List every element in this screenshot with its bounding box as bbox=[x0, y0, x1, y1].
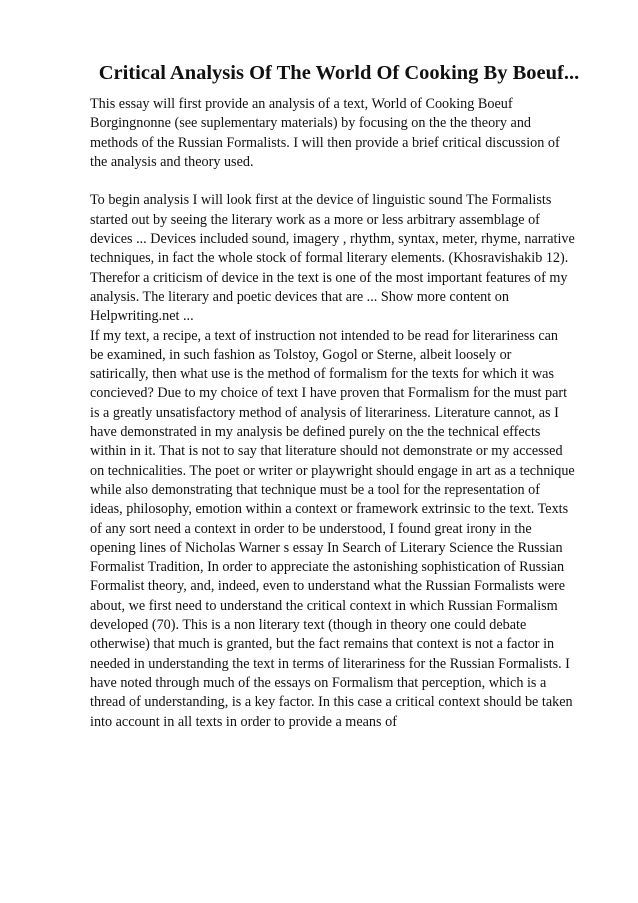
essay-body bbox=[90, 95, 600, 732]
text-line: otherwise) that much is granted, but the fact remains that context is not a factor in bbox=[90, 636, 555, 653]
text-line: techniques, in fact the whole stock of formal literary elements. (Khosravishakib 12). bbox=[90, 250, 569, 267]
text-line: This essay will first provide an analysis of a text, World of Cooking Boeuf bbox=[90, 96, 513, 112]
text-line: the analysis and theory used. bbox=[90, 153, 254, 170]
text-line: have noted through much of the essays on Formalism that perception, which is a bbox=[90, 674, 547, 691]
text-line: To begin analysis I will look first at the device of linguistic sound The Formalists bbox=[90, 192, 552, 209]
text-line: Borgingnonne (see suplementary materials) by focusing on the the theory and bbox=[90, 115, 532, 132]
paragraph-3 bbox=[90, 327, 600, 732]
paragraph-1 bbox=[90, 95, 600, 172]
text-line: started out by seeing the literary work as a more or less arbitrary assemblage of bbox=[90, 211, 540, 228]
page-title: Critical Analysis Of The World Of Cooking By Boeuf... bbox=[98, 62, 580, 84]
text-line: devices ... Devices included sound, imagery , rhythm, syntax, meter, rhyme, narrative bbox=[90, 231, 575, 248]
text-line: within in it. That is not to say that literature should not demonstrate or my accessed bbox=[90, 443, 563, 460]
text-line: needed in understanding the text in terms of literariness for the Russian Formalists. I bbox=[90, 655, 570, 672]
text-line: Therefor a criticism of device in the text is one of the most important features of my bbox=[90, 269, 568, 286]
text-line: Helpwriting.net ... bbox=[90, 308, 194, 325]
text-line: Formalist Tradition, In order to appreciate the astonishing sophistication of Russian bbox=[90, 559, 565, 576]
text-line: of any sort need a context in order to be understood, I found great irony in the bbox=[90, 520, 532, 537]
text-line: while also demonstrating that technique must be a tool for the representation of bbox=[90, 481, 540, 498]
text-line: Formalist theory, and, indeed, even to understand what the Russian Formalists were bbox=[90, 578, 566, 595]
text-line: have demonstrated in my analysis be defined purely on the the technical effects bbox=[90, 424, 541, 441]
text-line: about, we first need to understand the critical context in which Russian Formalism bbox=[90, 597, 558, 614]
paragraph-gap bbox=[90, 172, 600, 191]
text-line: methods of the Russian Formalists. I will then provide a brief critical discussion of bbox=[90, 134, 560, 151]
text-line: be examined, in such fashion as Tolstoy, Gogol or Sterne, albeit loosely or bbox=[90, 346, 512, 363]
text-line: opening lines of Nicholas Warner s essay In Search of Literary Science the Russian bbox=[90, 539, 563, 556]
text-line: on technicalities. The poet or writer or playwright should engage in art as a technique bbox=[90, 462, 575, 479]
text-line: thread of understanding, is a key factor. In this case a critical context should be taken bbox=[90, 694, 573, 711]
text-line: into account in all texts in order to provide a means of bbox=[90, 713, 397, 730]
text-line: concieved? Due to my choice of text I have proven that Formalism for the must part bbox=[90, 385, 568, 402]
text-line: satirically, then what use is the method of formalism for the texts for which it was bbox=[90, 366, 555, 383]
text-line: ideas, philosophy, emotion within a context or framework extrinsic to the text. Texts bbox=[90, 501, 569, 518]
text-line: developed (70). This is a non literary text (though in theory one could debate bbox=[90, 617, 527, 634]
text-line: analysis. The literary and poetic devices that are ... Show more content on bbox=[90, 288, 509, 305]
paragraph-2 bbox=[90, 191, 600, 326]
text-line: If my text, a recipe, a text of instruction not intended to be read for literariness can bbox=[90, 327, 559, 344]
text-line: is a greatly unsatisfactory method of analysis of literariness. Literature cannot, as I bbox=[90, 404, 559, 421]
